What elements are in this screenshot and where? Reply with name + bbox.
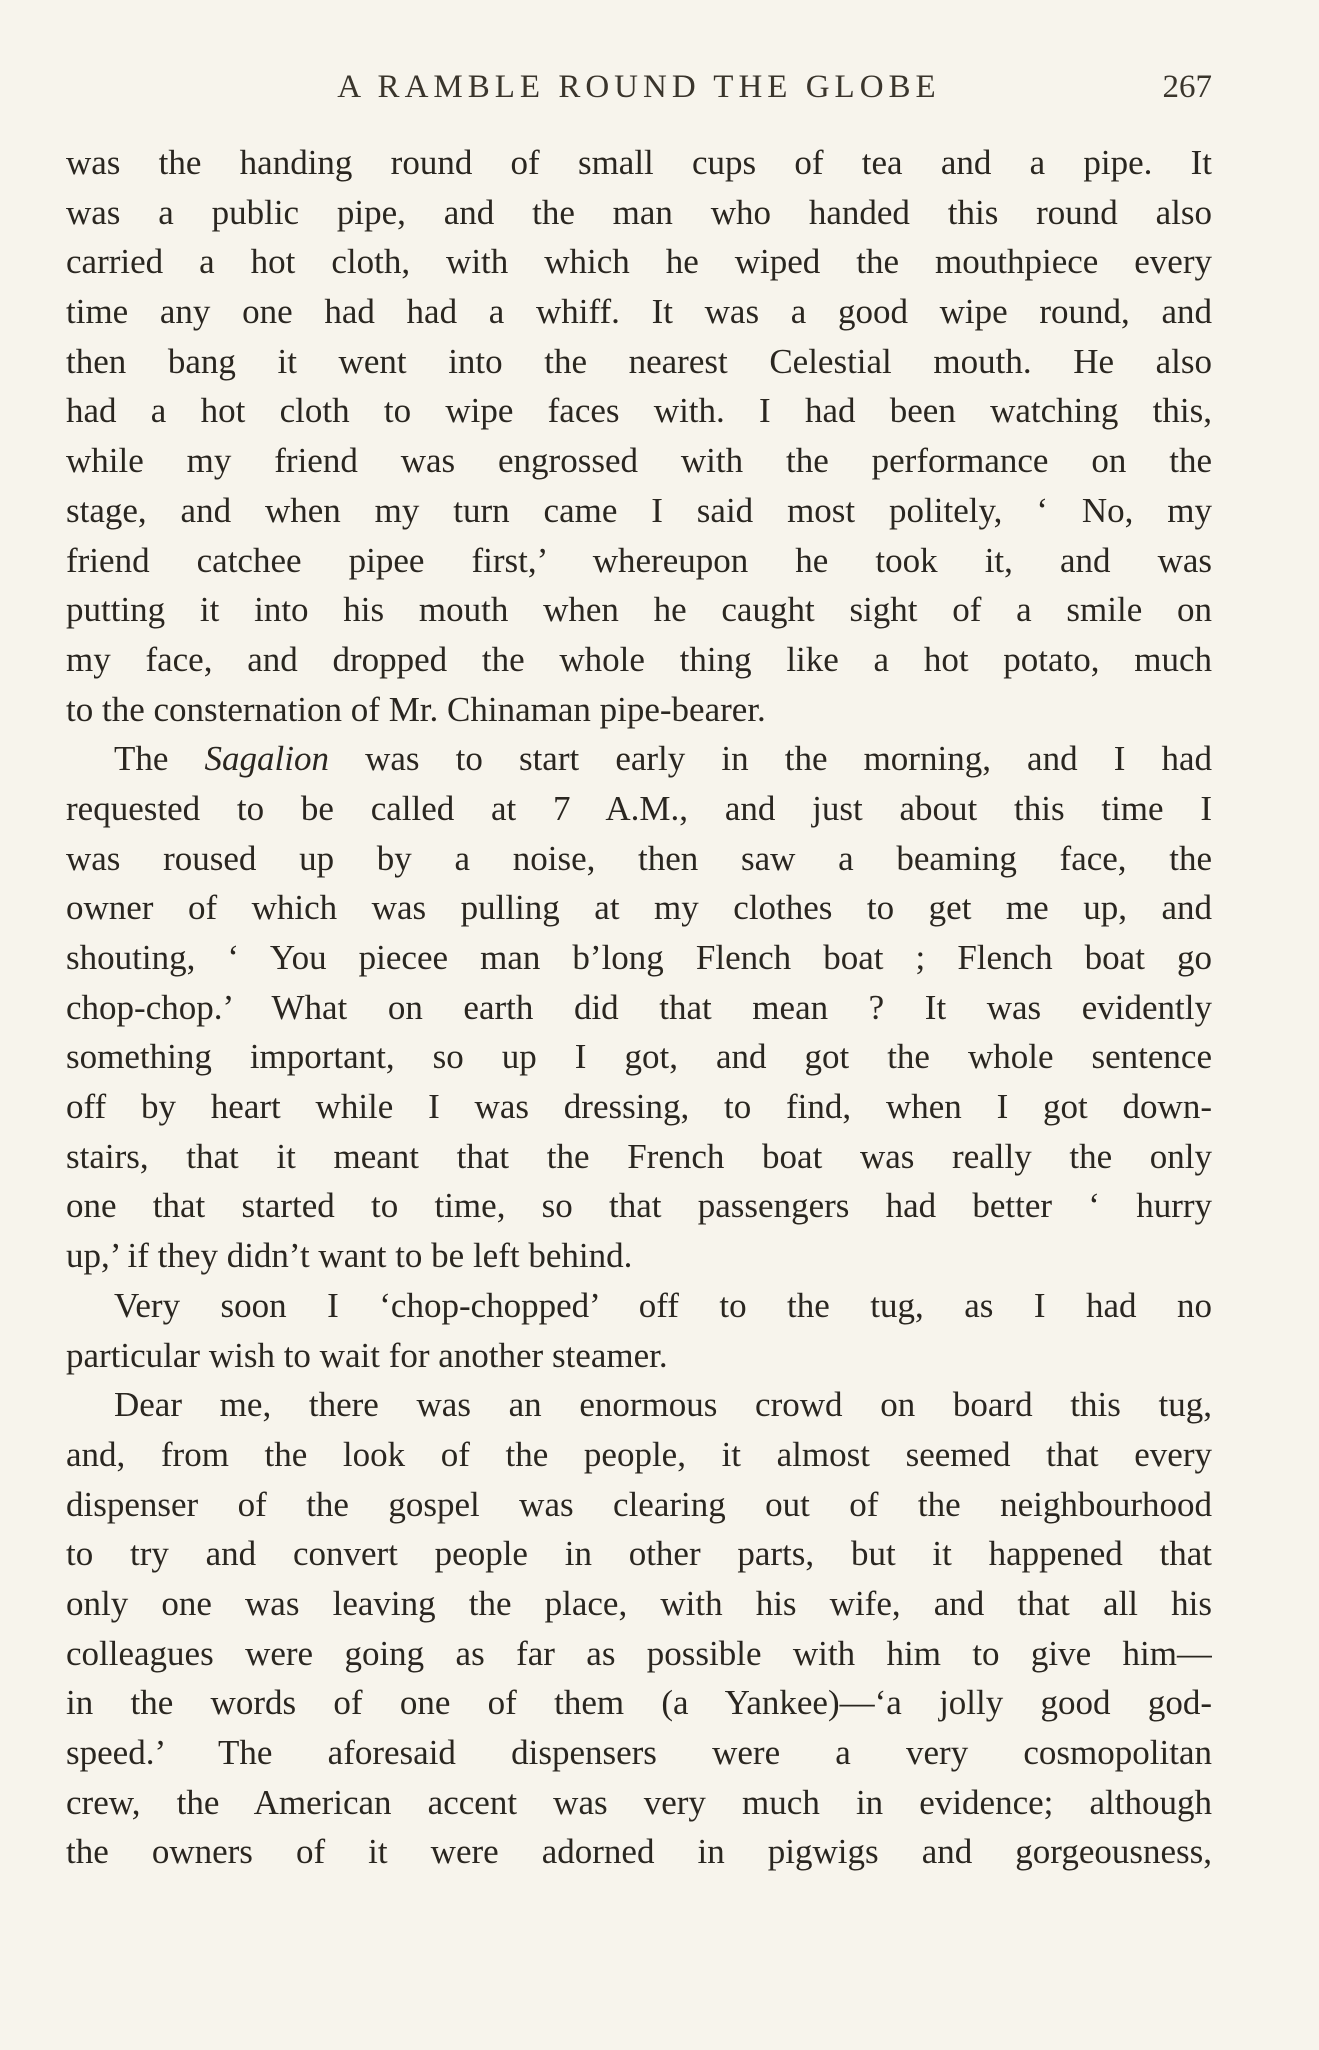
text-line: was the handing round of small cups of tea and a pipe. It xyxy=(66,143,1212,182)
text-line: one that started to time, so that passengers had better ‘ hurry xyxy=(66,1186,1212,1226)
text-line: colleagues were going as far as possible with him to give him— xyxy=(66,1633,1212,1673)
paragraph-end-line: to the consternation of Mr. Chinaman pipe-bearer. xyxy=(66,689,766,729)
line-text-post: was to start early in the morning, and I had xyxy=(328,739,1212,779)
text-line: speed.’ The aforesaid dispensers were a very cosmopolitan xyxy=(66,1733,1212,1772)
text-line: the owners of it were adorned in pigwigs and gorgeousness, xyxy=(66,1832,1212,1872)
text-line: stairs, that it meant that the French boat was really the only xyxy=(66,1136,1212,1176)
text-line: dispenser of the gospel was clearing out of the neighbourhood xyxy=(66,1484,1212,1524)
text-line: while my friend was engrossed with the performance on the xyxy=(66,441,1212,481)
text-line: was a public pipe, and the man who handed this round also xyxy=(66,192,1212,232)
ship-name: Sagalion xyxy=(204,739,329,779)
text-line: my face, and dropped the whole thing like a hot potato, much xyxy=(66,639,1212,679)
text-line: owner of which was pulling at my clothes to get me up, and xyxy=(66,888,1212,928)
page-number: 267 xyxy=(1162,69,1212,105)
text-line: requested to be called at 7 A.M., and just about this time I xyxy=(66,788,1212,828)
paragraph-end-line: up,’ if they didn’t want to be left behind. xyxy=(66,1236,633,1276)
text-line: was roused up by a noise, then saw a beaming face, the xyxy=(66,838,1212,878)
text-line: chop-chop.’ What on earth did that mean ? It was evidently xyxy=(66,987,1212,1027)
paragraph-start-line: Dear me, there was an enormous crowd on board this tug, xyxy=(114,1385,1212,1425)
text-line: something important, so up I got, and got the whole sentence xyxy=(66,1037,1212,1077)
text-line: putting it into his mouth when he caught sight of a smile on xyxy=(66,590,1212,630)
text-line: and, from the look of the people, it almost seemed that every xyxy=(66,1434,1212,1474)
text-line: off by heart while I was dressing, to find, when I got down- xyxy=(66,1087,1212,1127)
text-line: friend catchee pipee first,’ whereupon he took it, and was xyxy=(66,540,1212,580)
text-line: carried a hot cloth, with which he wiped the mouthpiece every xyxy=(66,242,1212,282)
text-line: time any one had had a whiff. It was a good wipe round, and xyxy=(66,292,1212,332)
line-text-pre: The xyxy=(114,739,205,779)
paragraph-end-line: particular wish to wait for another steamer. xyxy=(66,1335,668,1375)
body-text xyxy=(66,138,1212,1877)
running-head xyxy=(66,62,1212,112)
text-line: in the words of one of them (a Yankee)—‘a jolly good god- xyxy=(66,1683,1212,1723)
paragraph-start-line xyxy=(66,734,1212,784)
text-line: only one was leaving the place, with his wife, and that all his xyxy=(66,1583,1212,1623)
text-line: had a hot cloth to wipe faces with. I had been watching this, xyxy=(66,391,1212,431)
text-line: to try and convert people in other parts, but it happened that xyxy=(66,1534,1212,1574)
paragraph-start-line: Very soon I ‘chop-chopped’ off to the tug, as I had no xyxy=(114,1285,1212,1325)
text-line: stage, and when my turn came I said most politely, ‘ No, my xyxy=(66,490,1212,530)
text-line: then bang it went into the nearest Celestial mouth. He also xyxy=(66,341,1212,381)
text-line: crew, the American accent was very much in evidence; although xyxy=(66,1782,1212,1822)
text-line: shouting, ‘ You piecee man b’long Flench boat ; Flench boat go xyxy=(66,938,1212,977)
running-title: A RAMBLE ROUND THE GLOBE xyxy=(337,69,941,105)
